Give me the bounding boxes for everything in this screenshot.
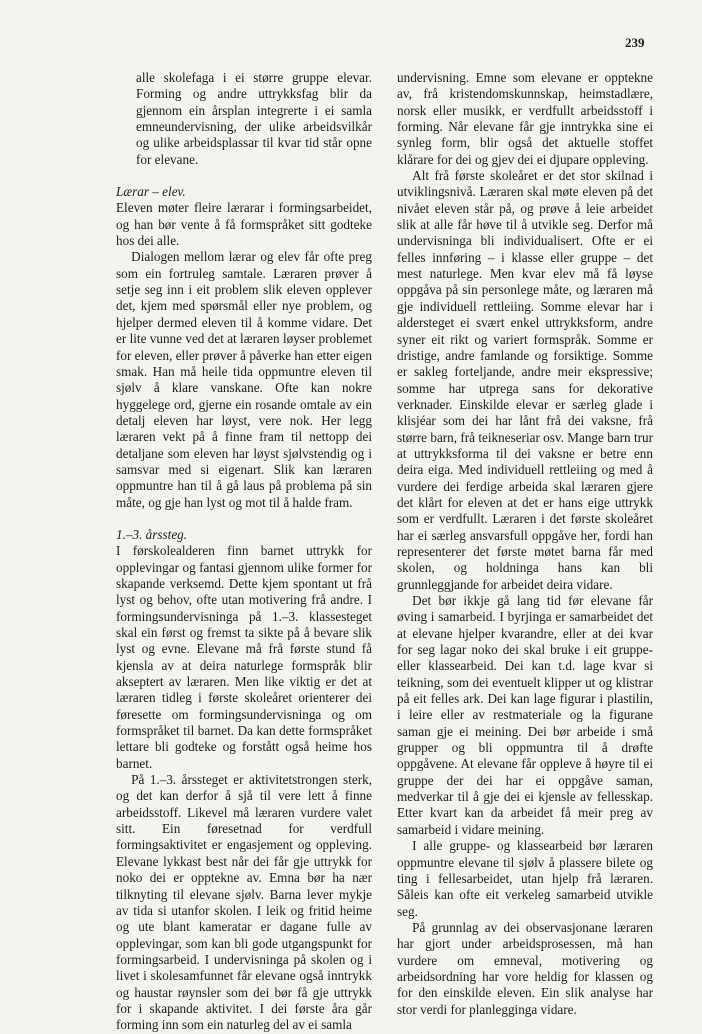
paragraph: Eleven møter fleire lærarar i formingsarbeidet, og han bør vente å få formspråket sitt godteke hos dei alle. (116, 200, 372, 249)
paragraph: Alt frå første skoleåret er det stor skilnad i utviklingsnivå. Læraren skal møte eleven på det nivået eleven står på, og prøve å leie arbeidet slik at alle får høve til å utvikle seg. Derfor må undervisninga bli individualisert. Ofte er ei felles innføring – i klasse eller gruppe – det mest naturlege. Men kvar elev må få løyse oppgåva på sin personlege måte, og læraren må gje individuell rettleiing. Somme elevar har i aldersteget ei svært enkel uttrykksform, andre syner eit rikt og variert formspråk. Somme er dristige, andre famlande og forsiktige. Somme er sakleg forteljande, andre meir ekspressive; somme har utprega sans for dekorative verknader. Einskilde elevar er særleg glade i klisjéar som dei har lånt frå dei vaksne, frå større barn, frå teikneseriar osv. Mange barn trur at uttrykksforma til dei vaksne er betre enn deira eiga. Med individuell rettleiing og med å vurdere dei ferdige arbeida skal læraren gjere det klårt for eleven at det er hans eige uttrykk som er verdfullt. Læraren i det første skoleåret har ei særleg ansvarsfull oppgåve her, fordi han representerer det første møtet barna får med skolen, og holdninga hans kan bli grunnleggjande for arbeidet deira vidare. (397, 168, 653, 592)
paragraph: undervisning. Emne som elevane er opptekne av, frå kristendomskunnskap, heimstadlære, norsk eller musikk, er verdfullt arbeidsstoff i forming. Når elevane får gje inntrykka sine ei synleg form, blir også det aktuelle stoffet klårare for dei og gjev dei ei djupare oppleving. (397, 70, 653, 167)
section-heading: 1.–3. årssteg. (116, 526, 188, 542)
paragraph: Dialogen mellom lærar og elev får ofte preg som ein fortruleg samtale. Læraren prøver å setje seg inn i eit problem slik eleven opplever det, kjem med spørsmål eller nye problem, og hjelper dermed eleven til å komme vidare. Det er lite vunne ved det at læraren løyser problemet for eleven, eller prøver å påverke han etter eigen smak. Han må heile tida oppmuntre eleven til sjølv å klare vanskane. Ofte kan nokre hyggelege ord, gjerne ein rosande omtale av ein detalj eleven har løyst, vere nok. Her legg læraren vekt på å finne fram til nettopp dei detaljane som eleven har løyst sjølvstendig og i samsvar med si eigenart. Slik kan læraren oppmuntre han til å gå laus på problema på sin måte, og gje han lyst og mot til å halde fram. (116, 249, 372, 510)
paragraph: alle skolefaga i ei større gruppe elevar. Forming og andre uttrykksfag blir da gjennom ein årsplan integrerte i ei samla emneundervisning, der ulike arbeidsvilkår og ulike arbeidsplassar til kvar tid står opne for elevane. (136, 70, 372, 167)
paragraph: I førskolealderen finn barnet uttrykk for opplevingar og fantasi gjennom ulike former for skapande verksemd. Dette kjem spontant ut frå lyst og behov, ofte utan motivering frå andre. I formingsundervisninga på 1.–3. klassesteget skal ein først og fremst ta sikte på å bevare slik lyst og evne. Elevane må frå første stund få kjensla av at deira naturlege formspråk blir akseptert av læraren. Men like viktig er det at læraren tidleg i første skoleåret orienterer dei føresette om formingsundervisninga og om formspråket til barnet. Da kan dette formspråket lettare bli godteke og forstått også heime hos barnet. (116, 543, 372, 771)
paragraph: I alle gruppe- og klassearbeid bør læraren oppmuntre elevane til sjølv å plassere bilete og ting i fellesarbeidet, utan hjelp frå læraren. Såleis kan ofte eit verkeleg samarbeid utvikle seg. (397, 838, 653, 919)
paragraph: På 1.–3. årssteget er aktivitetstrongen sterk, og det kan derfor å sjå til vere lett å finne arbeidsstoff. Likevel må læraren vurdere valet sitt. Ein føresetnad for verdfull formingsaktivitet er engasjement og oppleving. Elevane lykkast best når dei får gje uttrykk for noko dei er opptekne av. Emna bør ha nær tilknyting til elevane sjølv. Barna lever mykje av tida si utanfor skolen. I leik og fritid heime og ute blant kameratar er dagane fulle av opplevingar, som kan bli gode utgangspunkt for formingsarbeid. I undervisninga på skolen og i livet i skolesamfunnet får elevane også inntrykk og haustar røynsler som dei bør få gje uttrykk for i skapande aktivitet. I dei første åra går forming inn som ein naturleg del av ei samla (116, 772, 372, 1033)
left-column (116, 70, 372, 1034)
paragraph: På grunnlag av dei observasjonane læraren har gjort under arbeidsprosessen, må han vurdere om emneval, motivering og arbeidsordning har vore heldig for klassen og for den einskilde eleven. Ein slik analyse har stor verdi for planlegginga vidare. (397, 919, 653, 1017)
right-column (397, 70, 653, 1018)
page-number: 239 (625, 35, 645, 50)
section-heading: Lærar – elev. (116, 184, 186, 200)
paragraph: Det bør ikkje gå lang tid før elevane får øving i samarbeid. I byrjinga er samarbeidet det at elevane hjelper kvarandre, eller at dei kvar for seg lagar noko dei skal bruke i eit gruppe- eller klassearbeid. Dei kan t.d. lage kvar si teikning, som dei eventuelt klipper ut og klistrar på eit felles ark. Dei kan lage figurar i plastilin, i leire eller av restmateriale og la figurane saman gje ei meining. Dei bør arbeide i små grupper og bli oppmuntra til å drøfte oppgåvene. At elevane får oppleve å høyre til ei gruppe der dei har ei oppgåve saman, medverkar til å gje dei ei kjensle av fellesskap. Etter kvart kan da arbeidet få meir preg av samarbeid i vidare meining. (397, 593, 653, 837)
